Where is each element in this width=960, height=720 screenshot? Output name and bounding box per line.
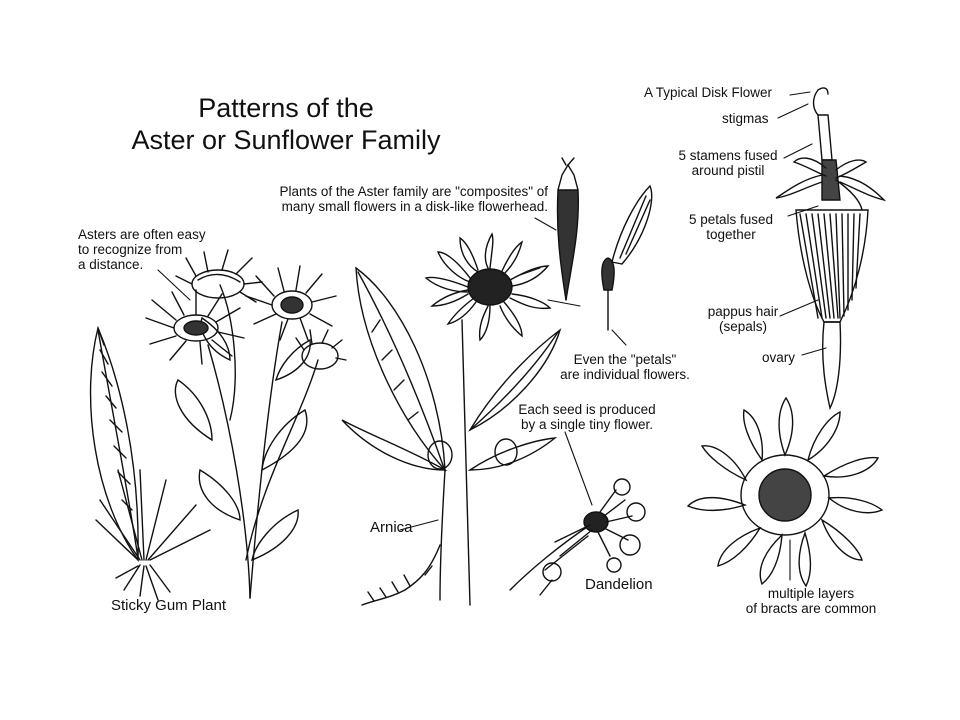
dandelion-label: Dandelion bbox=[585, 576, 653, 593]
petals-individual-label bbox=[550, 352, 700, 382]
asters-label-line-3: a distance. bbox=[78, 257, 144, 272]
title-line-1: Patterns of the bbox=[198, 93, 374, 123]
pappus-label bbox=[700, 304, 786, 334]
title-line-2: Aster or Sunflower Family bbox=[131, 125, 441, 155]
asters-label-line-1: Asters are often easy bbox=[78, 227, 206, 242]
pappus-label-line-2: (sepals) bbox=[718, 319, 767, 334]
composites-label-line-1: Plants of the Aster family are "composites" of bbox=[279, 184, 548, 199]
seed-label-line-1: Each seed is produced bbox=[518, 402, 656, 417]
stamens-label bbox=[668, 148, 788, 178]
ovary-label: ovary bbox=[762, 350, 796, 365]
sticky-gum-plant-drawing bbox=[91, 250, 346, 600]
petals-fused-label-line-2: together bbox=[706, 227, 756, 242]
composites-label bbox=[246, 184, 548, 214]
bracts-label bbox=[736, 586, 886, 616]
stamens-label-line-1: 5 stamens fused bbox=[678, 148, 778, 163]
seed-label bbox=[506, 402, 668, 432]
composites-label-line-2: many small flowers in a disk-like flowerhead. bbox=[281, 199, 548, 214]
petals-fused-label bbox=[676, 212, 786, 242]
petals-individual-label-line-1: Even the "petals" bbox=[573, 352, 677, 367]
seed-label-line-2: by a single tiny flower. bbox=[520, 417, 654, 432]
bracts-label-line-1: multiple layers bbox=[767, 586, 855, 601]
stamens-label-line-2: around pistil bbox=[691, 163, 765, 178]
asters-label-line-2: to recognize from bbox=[78, 242, 183, 257]
sticky-gum-plant-label: Sticky Gum Plant bbox=[111, 597, 227, 614]
bracts-flower-drawing bbox=[688, 398, 882, 586]
petals-fused-label-line-1: 5 petals fused bbox=[688, 212, 774, 227]
stigmas-label: stigmas bbox=[722, 111, 769, 126]
disk-flower-heading: A Typical Disk Flower bbox=[644, 85, 773, 100]
arnica-label: Arnica bbox=[370, 519, 413, 536]
petals-individual-label-line-2: are individual flowers. bbox=[560, 367, 690, 382]
bracts-label-line-2: of bracts are common bbox=[745, 601, 877, 616]
asters-label bbox=[78, 227, 206, 272]
pappus-label-line-1: pappus hair bbox=[707, 304, 779, 319]
diagram-title bbox=[96, 92, 476, 156]
